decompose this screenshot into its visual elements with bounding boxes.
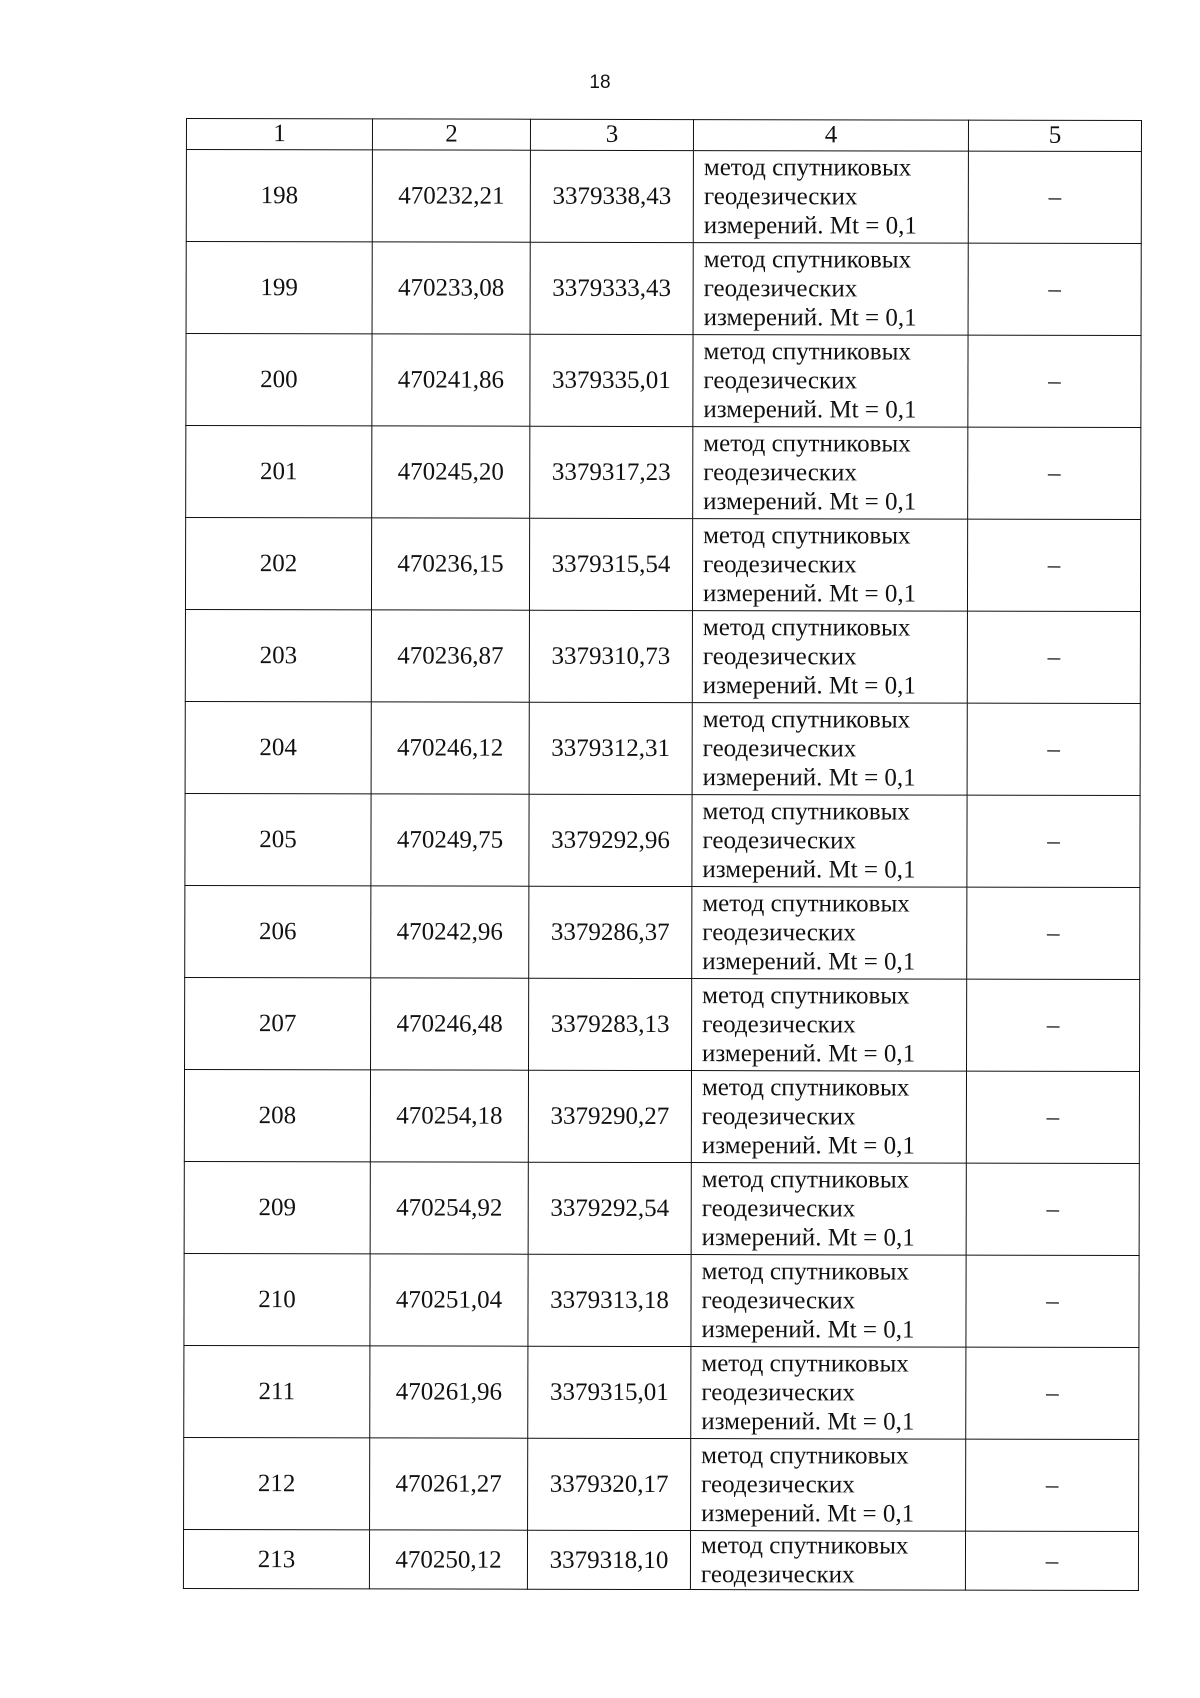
method-line-2: геодезических [700,1561,855,1589]
column-5-cell: – [967,795,1140,887]
method-line-3: измерений. Mt = 0,1 [702,948,916,976]
column-5-cell: – [966,1439,1139,1531]
column-5-cell: – [967,979,1140,1071]
table-row [184,1161,1139,1255]
method-line-2: геодезических [703,551,857,579]
method-line-1: метод спутниковых [703,154,912,182]
y-coordinate-cell: 3379315,54 [529,518,692,610]
method-line-1: метод спутниковых [701,1074,910,1102]
method-cell [691,1255,966,1348]
x-coordinate-cell: 470254,92 [370,1162,528,1254]
page-number: 18 [589,72,611,93]
header-col-2: 2 [372,119,530,150]
y-coordinate-cell: 3379333,43 [530,242,693,334]
y-coordinate-cell: 3379320,17 [528,1438,691,1530]
table-row [186,242,1141,336]
method-cell [691,1163,966,1256]
method-line-1: метод спутниковых [702,614,911,642]
column-5-cell: – [966,1071,1139,1163]
column-5-cell: – [968,427,1141,519]
table-row [185,885,1140,979]
method-line-1: метод спутниковых [700,1532,909,1560]
method-line-1: метод спутниковых [702,982,910,1010]
point-number-cell: 213 [183,1529,369,1588]
method-line-1: метод спутниковых [702,890,910,918]
method-cell [692,519,967,612]
method-line-3: измерений. Mt = 0,1 [702,1040,916,1068]
method-line-3: измерений. Mt = 0,1 [701,1408,915,1436]
method-line-3: измерений. Mt = 0,1 [703,488,917,516]
y-coordinate-cell: 3379335,01 [530,334,693,426]
method-line-2: геодезических [701,1471,855,1499]
x-coordinate-cell: 470236,87 [371,610,529,702]
x-coordinate-cell: 470241,86 [372,334,530,426]
method-line-2: геодезических [701,1287,856,1315]
method-line-2: геодезических [703,183,858,211]
table-row [186,426,1141,520]
x-coordinate-cell: 470236,15 [371,518,529,610]
method-line-2: геодезических [702,827,857,855]
column-5-cell: – [965,1531,1138,1590]
table-row [183,1529,1138,1590]
table-row [184,1069,1139,1163]
y-coordinate-cell: 3379292,96 [529,794,692,886]
point-number-cell: 209 [184,1161,370,1253]
point-number-cell: 208 [184,1069,370,1161]
table-row [184,1253,1139,1347]
x-coordinate-cell: 470261,27 [370,1438,528,1530]
method-line-3: измерений. Mt = 0,1 [701,1316,915,1344]
method-line-1: метод спутниковых [701,1258,910,1286]
method-line-3: измерений. Mt = 0,1 [702,580,917,608]
header-col-4: 4 [693,120,968,152]
method-line-1: метод спутниковых [703,246,912,274]
method-line-2: геодезических [701,1379,855,1407]
header-col-3: 3 [530,119,693,150]
point-number-cell: 202 [185,518,371,610]
method-line-1: метод спутниковых [703,522,911,550]
point-number-cell: 199 [186,242,372,334]
column-5-cell: – [967,887,1140,979]
method-cell [692,611,967,704]
x-coordinate-cell: 470242,96 [371,886,529,978]
column-5-cell: – [968,243,1141,335]
x-coordinate-cell: 470233,08 [372,242,530,334]
column-5-cell: – [967,611,1140,703]
column-5-cell: – [967,519,1140,611]
method-line-3: измерений. Mt = 0,1 [703,396,917,424]
method-cell [693,335,968,428]
y-coordinate-cell: 3379286,37 [529,886,692,978]
table-row [185,793,1140,887]
y-coordinate-cell: 3379313,18 [528,1254,691,1346]
method-line-2: геодезических [702,1011,856,1039]
table-row [186,334,1141,428]
table-row [185,977,1140,1071]
point-number-cell: 206 [185,885,371,977]
method-line-1: метод спутниковых [702,706,911,734]
method-cell [693,243,968,336]
y-coordinate-cell: 3379310,73 [529,610,692,702]
method-line-3: измерений. Mt = 0,1 [702,856,916,884]
x-coordinate-cell: 470261,96 [370,1346,528,1438]
method-line-1: метод спутниковых [703,430,911,458]
method-cell [691,1347,966,1440]
point-number-cell: 204 [185,701,371,793]
method-line-1: метод спутниковых [701,1442,909,1470]
method-line-1: метод спутниковых [701,1350,909,1378]
method-cell [692,887,967,980]
point-number-cell: 198 [186,150,372,242]
point-number-cell: 210 [184,1253,370,1345]
method-cell [690,1531,965,1591]
point-number-cell: 203 [185,609,371,701]
table-header [186,119,1141,152]
y-coordinate-cell: 3379338,43 [530,150,693,242]
y-coordinate-cell: 3379312,31 [529,702,692,794]
y-coordinate-cell: 3379317,23 [530,426,693,518]
point-number-cell: 200 [186,334,372,426]
y-coordinate-cell: 3379318,10 [527,1530,690,1589]
y-coordinate-cell: 3379290,27 [528,1070,691,1162]
method-line-1: метод спутниковых [703,338,911,366]
method-line-3: измерений. Mt = 0,1 [702,764,916,792]
column-5-cell: – [966,1163,1139,1255]
x-coordinate-cell: 470249,75 [371,794,529,886]
table-row [184,1437,1139,1531]
y-coordinate-cell: 3379292,54 [528,1162,691,1254]
x-coordinate-cell: 470232,21 [372,150,530,242]
method-cell [692,795,967,888]
point-number-cell: 201 [186,426,372,518]
method-line-3: измерений. Mt = 0,1 [703,212,917,240]
method-line-3: измерений. Mt = 0,1 [701,1132,915,1160]
method-line-3: измерений. Mt = 0,1 [701,1500,915,1528]
column-5-cell: – [968,151,1141,243]
method-line-3: измерений. Mt = 0,1 [702,672,916,700]
x-coordinate-cell: 470246,48 [371,978,529,1070]
method-cell [692,703,967,796]
method-line-1: метод спутниковых [701,1166,910,1194]
x-coordinate-cell: 470254,18 [370,1070,528,1162]
method-line-2: геодезических [702,735,857,763]
table-row [185,518,1140,612]
x-coordinate-cell: 470250,12 [369,1530,527,1589]
method-cell [691,1439,966,1532]
table-row [186,150,1141,244]
table-body [183,150,1141,1591]
table-row [185,609,1140,703]
method-line-2: геодезических [703,459,857,487]
method-line-2: геодезических [703,275,858,303]
coordinates-table [183,118,1142,1591]
method-line-2: геодезических [701,1103,856,1131]
header-col-1: 1 [186,119,372,150]
point-number-cell: 211 [184,1345,370,1437]
method-line-2: геодезических [703,367,858,395]
method-line-2: геодезических [701,1195,856,1223]
y-coordinate-cell: 3379315,01 [528,1346,691,1438]
method-line-2: геодезических [702,919,856,947]
method-cell [691,1071,966,1164]
method-line-3: измерений. Mt = 0,1 [703,304,917,332]
column-5-cell: – [966,1347,1139,1439]
method-cell [693,151,968,244]
point-number-cell: 212 [184,1437,370,1529]
method-line-1: метод спутниковых [702,798,910,826]
header-row [186,119,1141,152]
y-coordinate-cell: 3379283,13 [529,978,692,1070]
column-5-cell: – [967,703,1140,795]
point-number-cell: 207 [185,977,371,1069]
column-5-cell: – [966,1255,1139,1347]
x-coordinate-cell: 470246,12 [371,702,529,794]
x-coordinate-cell: 470251,04 [370,1254,528,1346]
method-line-2: геодезических [702,643,857,671]
column-5-cell: – [968,335,1141,427]
method-cell [692,979,967,1072]
table-row [185,701,1140,795]
header-col-5: 5 [968,120,1141,151]
x-coordinate-cell: 470245,20 [372,426,530,518]
method-line-3: измерений. Mt = 0,1 [701,1224,915,1252]
point-number-cell: 205 [185,793,371,885]
table-row [184,1345,1139,1439]
method-cell [693,427,968,520]
